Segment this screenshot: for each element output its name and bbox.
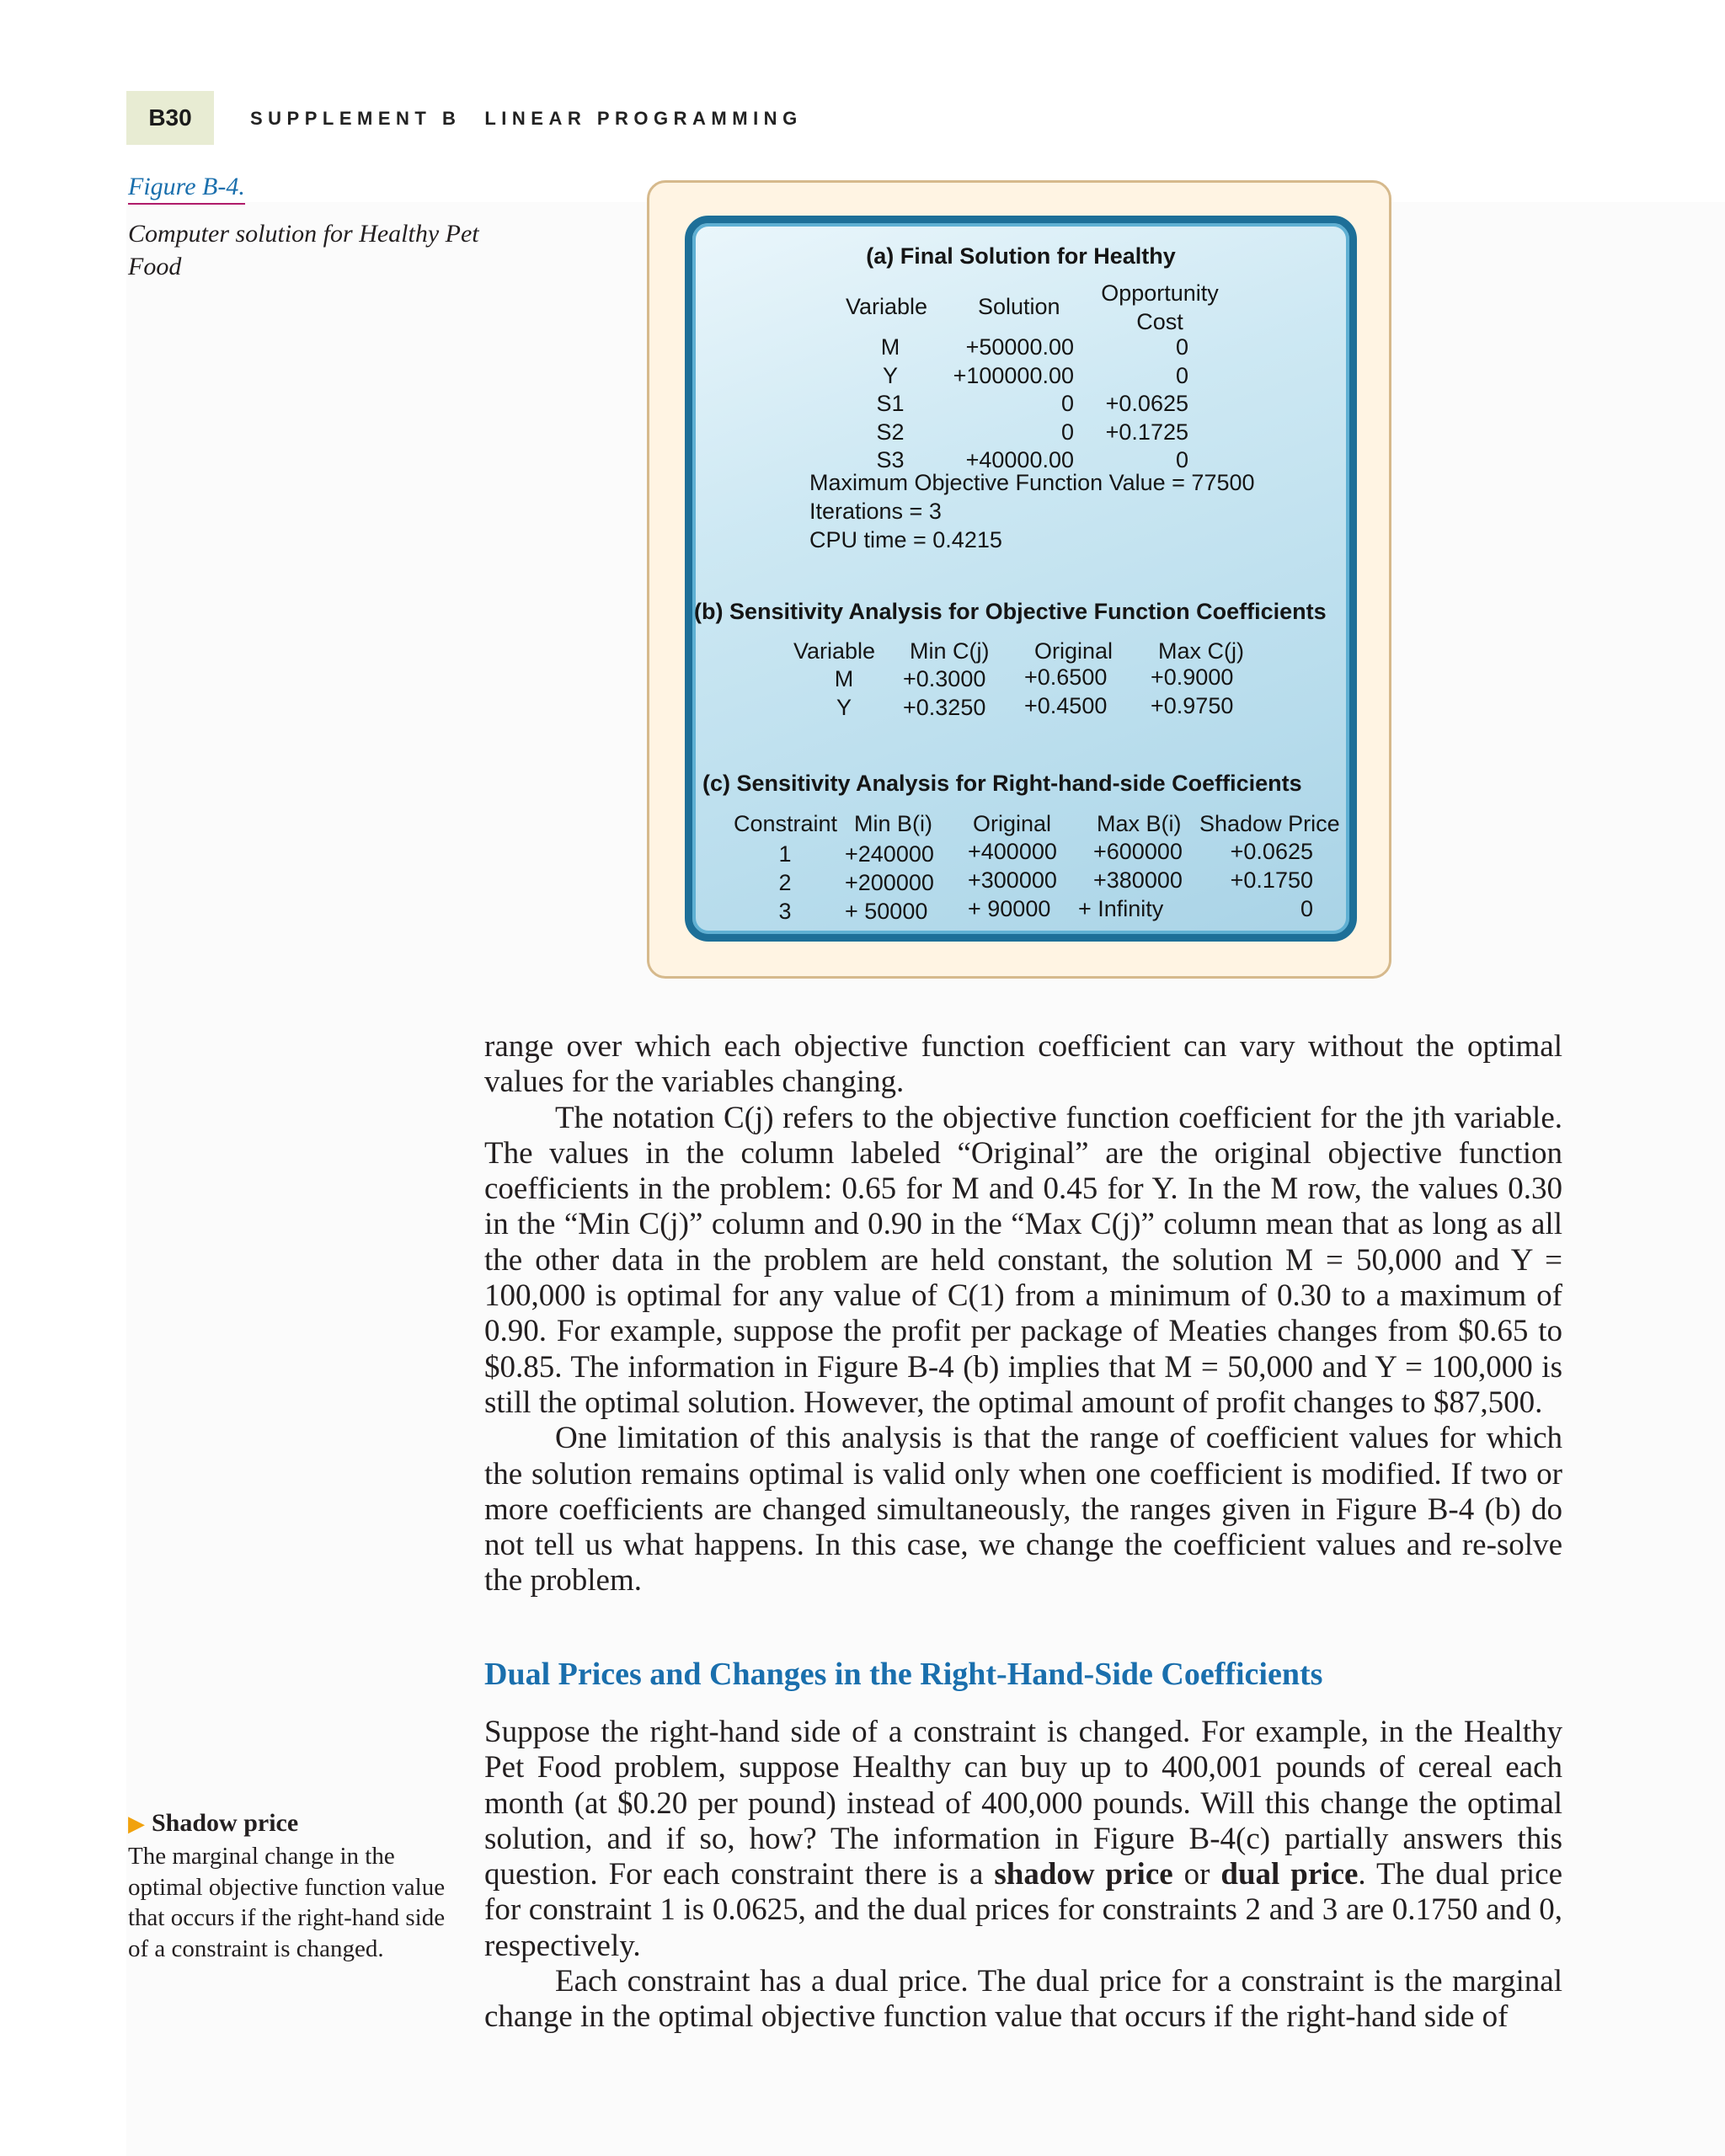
panel-a-cost: 0 (1175, 363, 1188, 388)
paragraph-text: . The dual price for constraint 1 is 0.0625, and the dual prices for constraints 2 and 3 are 0.1750 and 0, respectively. (484, 1857, 1563, 1963)
panel-c-header-min: Min B(i) (854, 811, 932, 836)
triangle-arrow-icon: ▶ (128, 1812, 145, 1836)
panel-a-variable: S3 (876, 447, 905, 472)
panel-a-cost: 0 (1175, 447, 1188, 472)
paragraph: range over which each objective function coefficient can vary without the optimal values for the variables changing. (484, 1029, 1562, 1100)
panel-c-shadow-price: +0.1750 (1230, 867, 1313, 893)
body-text-upper (484, 1029, 1562, 1599)
margin-glossary-definition: The marginal change in the optimal objective function value that occurs if the right-hand side of a constraint is changed. (128, 1843, 446, 1962)
term-dual-price: dual price (1220, 1857, 1359, 1892)
panel-b-title: (b) Sensitivity Analysis for Objective Function Coefficients (694, 599, 1327, 624)
panel-c-header-constraint: Constraint (734, 811, 838, 836)
panel-b-header-variable: Variable (793, 638, 876, 664)
panel-c-constraint: 2 (778, 870, 792, 895)
panel-c-max: + Infinity (1078, 896, 1164, 921)
page-number: B30 (126, 91, 214, 145)
figure-caption: Computer solution for Healthy Pet Food (128, 220, 479, 280)
panel-a-solution: +40000.00 (965, 447, 1074, 472)
panel-c-original: +400000 (968, 839, 1057, 864)
running-head (250, 108, 803, 130)
margin-glossary-term (128, 1809, 298, 1838)
panel-b-header-min: Min C(j) (910, 638, 990, 664)
panel-a-variable: S1 (876, 391, 905, 416)
panel-a-solution: 0 (1060, 391, 1074, 416)
panel-b-min: +0.3250 (903, 695, 986, 720)
paragraph-text: Suppose the right-hand side of a constraint is changed. For example, in the Healthy Pet Food problem, suppose Healthy can buy up to 400,001 pounds of cereal each month (at $0.20 per pound) instead of 400,000 pounds. Will this change the optimal solution, and if so, how? The information in Figure B-4(c) partially answers this question. For each constraint there is a (484, 1715, 1562, 1892)
cpu-time-line: CPU time = 0.4215 (809, 527, 1002, 552)
body-text-lower (484, 1715, 1562, 2036)
computer-output-screen (685, 216, 1357, 942)
panel-a-solution: +100000.00 (953, 363, 1074, 388)
panel-c-header-shadow: Shadow Price (1199, 811, 1340, 836)
running-head-chapter: LINEAR PROGRAMMING (484, 108, 803, 129)
panel-a-variable: S2 (876, 419, 905, 445)
panel-c-header-original: Original (973, 811, 1052, 836)
objective-value-line: Maximum Objective Function Value = 77500 (809, 470, 1255, 495)
running-head-supplement: SUPPLEMENT B (250, 108, 462, 129)
panel-a-header-variable: Variable (846, 294, 928, 319)
panel-c-max: +600000 (1093, 839, 1183, 864)
panel-c-shadow-price: 0 (1300, 896, 1313, 921)
panel-a-header-opportunity: Opportunity (1101, 280, 1219, 306)
panel-b-max: +0.9750 (1151, 693, 1234, 718)
margin-term-text: Shadow price (152, 1809, 299, 1837)
paragraph: Each constraint has a dual price. The dual price for a constraint is the marginal change in the optimal objective function value that occurs if the right-hand side of (484, 1964, 1562, 2035)
panel-b-header-original: Original (1034, 638, 1114, 664)
panel-c-original: +300000 (968, 867, 1057, 893)
panel-a-cost: +0.0625 (1105, 391, 1188, 416)
panel-c-title: (c) Sensitivity Analysis for Right-hand-side Coefficients (702, 771, 1302, 796)
panel-a-header-cost: Cost (1136, 309, 1183, 334)
figure-label: Figure B-4. (128, 173, 245, 205)
panel-b-max: +0.9000 (1151, 664, 1234, 690)
panel-c-min: + 50000 (845, 899, 928, 924)
panel-b-min: +0.3000 (903, 666, 986, 691)
panel-b-original: +0.4500 (1024, 693, 1108, 718)
panel-b-original: +0.6500 (1024, 664, 1108, 690)
panel-a-cost: 0 (1175, 334, 1188, 360)
panel-a-variable: M (880, 334, 900, 360)
section-heading: Dual Prices and Changes in the Right-Hand-Side Coefficients (484, 1657, 1323, 1692)
panel-b-variable: M (834, 666, 854, 691)
panel-b-variable: Y (836, 695, 852, 720)
panel-c-max: +380000 (1093, 867, 1183, 893)
panel-a-solution: 0 (1060, 419, 1074, 445)
panel-a-title: (a) Final Solution for Healthy (866, 243, 1176, 269)
panel-c-original: + 90000 (968, 896, 1051, 921)
panel-c-min: +240000 (845, 841, 934, 867)
panel-c-constraint: 1 (778, 841, 792, 867)
panel-a-variable: Y (882, 363, 898, 388)
paragraph-text: or (1172, 1857, 1221, 1892)
panel-c-shadow-price: +0.0625 (1230, 839, 1313, 864)
panel-a-header-solution: Solution (978, 294, 1060, 319)
term-shadow-price: shadow price (994, 1857, 1173, 1892)
panel-a-solution: +50000.00 (965, 334, 1074, 360)
panel-a-cost: +0.1725 (1105, 419, 1188, 445)
paragraph: One limitation of this analysis is that the range of coefficient values for which the solution remains optimal is valid only when one coefficient is modified. If two or more coefficients are changed simultaneously, the ranges given in Figure B-4 (b) do not tell us what happens. In this case, we change the coefficient values and re-solve the problem. (484, 1421, 1562, 1598)
panel-c-constraint: 3 (778, 899, 792, 924)
panel-c-min: +200000 (845, 870, 934, 895)
panel-b-header-max: Max C(j) (1158, 638, 1244, 664)
panel-c-header-max: Max B(i) (1097, 811, 1182, 836)
paragraph (484, 1715, 1562, 1964)
iterations-line: Iterations = 3 (809, 499, 942, 524)
paragraph: The notation C(j) refers to the objective function coefficient for the jth variable. The values in the column labeled “Original” are the original objective function coefficients in the problem: 0.65 for M and 0.45 for Y. In the M row, the values 0.30 in the “Min C(j)” column and 0.90 in the “Max C(j)” column mean that as long as all the other data in the problem are held constant, the solution M = 50,000 and Y = 100,000 is optimal for any value of C(1) from a minimum of 0.30 to a maximum of 0.90. For example, suppose the profit per package of Meaties changes from $0.65 to $0.85. The information in Figure B-4 (b) implies that M = 50,000 and Y = 100,000 is still the optimal solution. However, the optimal amount of profit changes to $87,500. (484, 1100, 1562, 1420)
